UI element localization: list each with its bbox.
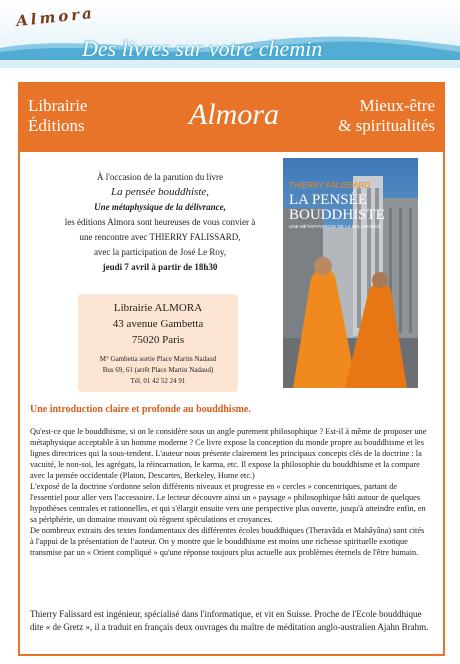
header-left-line2: Éditions	[28, 116, 85, 135]
cover-subtitle: UNE MÉTAPHYSIQUE DE LA DÉLIVRANCE	[289, 224, 382, 229]
header-title: Almora	[189, 98, 279, 131]
invite-line5: une rencontre avec THIERRY FALISSARD,	[79, 232, 241, 242]
author-bio: Thierry Falissard est ingénieur, spécialisé dans l'informatique, et vit en Suisse. Proche de l'Ecole bouddhique dite « de Gretz », il a traduit en français deux ouvrages du maître de méditation anglo-australien Ajahn Brahm.	[30, 609, 429, 632]
brand-logo[interactable]: Almora	[15, 3, 96, 31]
invite-line1: À l'occasion de la parution du livre	[96, 172, 224, 182]
address-name: Librairie ALMORA	[113, 302, 203, 314]
address-box	[78, 294, 238, 392]
tagline: Des livres sur votre chemin	[82, 36, 323, 61]
invite-line6: avec la participation de José Le Roy,	[93, 247, 227, 257]
invite-line4: les éditions Almora sont heureuses de vous convier à	[64, 217, 256, 227]
address-city: 75020 Paris	[131, 334, 185, 346]
invitation-frame	[18, 82, 445, 656]
header-right-line1: Mieux-être	[359, 96, 435, 115]
header-bar	[20, 84, 443, 152]
book-cover[interactable]	[283, 158, 418, 388]
article-body	[30, 426, 430, 558]
address-street: 43 avenue Gambetta	[112, 318, 204, 330]
header-left	[28, 96, 87, 136]
cover-title-line1: LA PENSÉE	[289, 192, 367, 208]
address-bus: Bus 69, 61 (arrêt Place Martin Nadaud)	[102, 366, 214, 374]
invitation-text	[50, 170, 270, 275]
cover-author: THIERRY FALISSARD	[289, 181, 371, 190]
article-heading: Une introduction claire et profonde au bouddhisme.	[30, 404, 251, 415]
article-paragraph-1: Qu'est-ce que le bouddhisme, si on le considère sous un angle purement philosophique ? Est-il à même de proposer une métaphysique acceptable à un homme moderne ? Ce livre expose la conception du monde propre au bouddhisme et les lignes directrices qui la sous-tendent. L'auteur nous présente clairement les principaux concepts clés de la doctrine : la vacuité, le non-soi, les agrégats, la réincarnation, le karma, etc. Il expose la philosophie du bouddhisme et la compare avec la pensée occidentale (Platon, Descartes, Berkeley, Hume etc.)	[30, 427, 427, 480]
book-cover-image	[283, 158, 418, 388]
address-phone: Tél. 01 42 52 24 91	[130, 377, 186, 385]
event-date: jeudi 7 avril à partir de 18h30	[102, 262, 218, 272]
address-metro: M° Gambetta sortie Place Martin Nadaud	[99, 355, 217, 363]
banner	[0, 0, 460, 68]
header-left-line1: Librairie	[28, 96, 88, 115]
header-right	[338, 96, 435, 136]
cover-title-line2: BOUDDHISTE	[289, 207, 385, 223]
header-right-line2: & spiritualités	[338, 116, 435, 135]
book-title: La pensée bouddhiste,	[110, 186, 210, 198]
article-paragraph-3: De nombreux extraits des textes fondamentaux des différentes écoles bouddhiques (Theravâda et Mahâyâna) sont cités à l'appui de la présentation de l'auteur. On y montre que le bouddhisme est moins une richesse spirituelle exotique transmise par un « Orient compliqué » qu'une réponse toujours plus actuelle aux problèmes éternels de l'être humain.	[30, 526, 425, 557]
article-paragraph-2: L'exposé de la doctrine s'ordonne selon différents niveaux et progresse en « cercles » concentriques, partant de l'essentiel pour aller vers l'accessoire. Le lecteur découvre ainsi un « paysage » philosophique bâti autour de quelques hypothèses centrales et rationnelles, et qui s'élargit ensuite vers une perspective plus ouverte, jusqu'à atteindre enfin, en sa périphérie, un domaine mouvant où règnent spéculations et croyances.	[30, 482, 426, 524]
book-subtitle: Une métaphysique de la délivrance,	[94, 202, 226, 212]
